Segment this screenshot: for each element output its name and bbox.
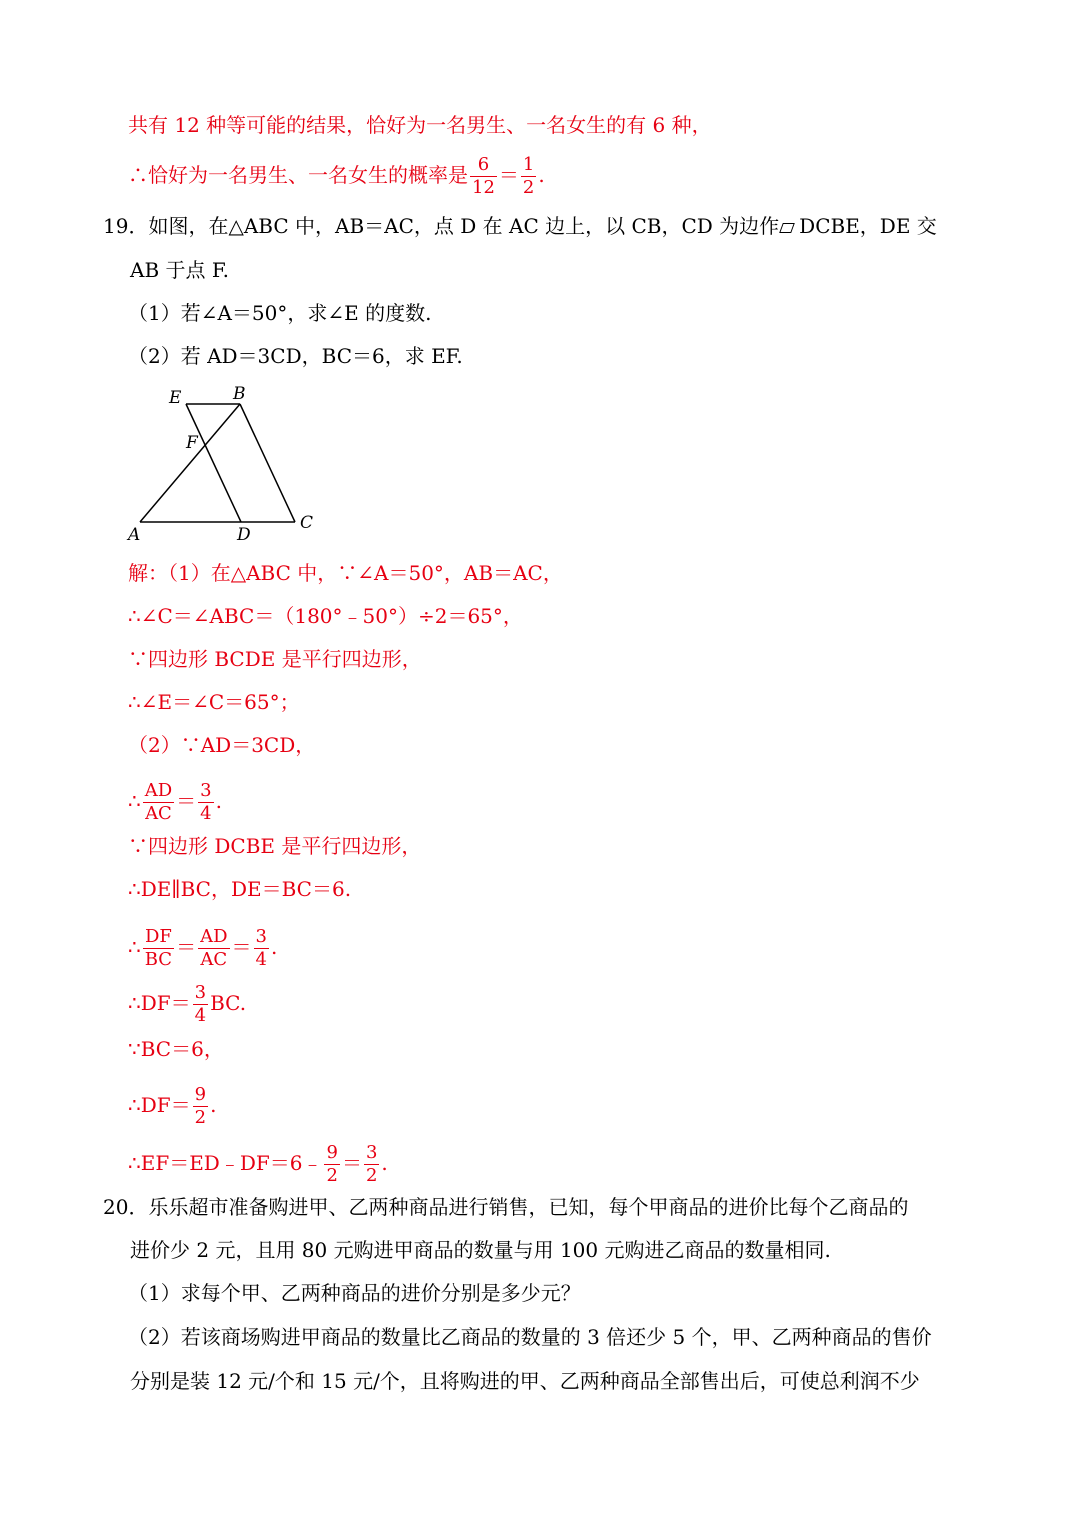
solution-line-7: ∵四边形 DCBE 是平行四边形， (128, 834, 422, 858)
frac-den: 2 (326, 1165, 338, 1186)
fraction-3-4 (198, 782, 213, 823)
label-F: F (186, 433, 198, 453)
df-equals: ∴DF＝ (128, 1093, 191, 1117)
parallelogram-icon (779, 223, 795, 233)
frac-num: 3 (365, 1142, 378, 1163)
equals: ＝ (498, 163, 519, 187)
label-B: B (233, 384, 246, 404)
frac-den: 4 (194, 1005, 207, 1026)
fraction-9-2 (193, 1086, 208, 1127)
frac-num: 6 (470, 156, 497, 177)
fraction-9-2 (324, 1144, 339, 1185)
fraction-ad-ac (198, 928, 229, 969)
fraction-3-4 (193, 984, 208, 1025)
frac-num: 3 (255, 926, 267, 947)
therefore: ∴ (128, 935, 141, 959)
label-E: E (169, 388, 182, 408)
frac-den: AC (145, 803, 172, 824)
solution-line-2: ∴∠C＝∠ABC＝（180°﹣50°）÷2＝65°， (128, 604, 523, 628)
frac-den: 12 (472, 177, 495, 198)
frac-den: 2 (365, 1165, 378, 1186)
q19-part-1: （1）若∠A＝50°，求∠E 的度数. (128, 301, 432, 325)
prev-answer-line-1: 共有 12 种等可能的结果，恰好为一名男生、一名女生的有 6 种， (128, 113, 712, 137)
solution-line-10 (128, 984, 246, 1025)
frac-num: 1 (522, 154, 535, 175)
label-D: D (237, 525, 251, 545)
q20-line-1: 20．乐乐超市准备购进甲、乙两种商品进行销售，已知，每个甲商品的进价比每个乙商品的 (103, 1195, 909, 1219)
equals: ＝ (231, 935, 252, 959)
fraction-3-2 (364, 1144, 379, 1185)
period: . (270, 935, 278, 959)
q19-part-2: （2）若 AD＝3CD，BC＝6，求 EF. (128, 344, 463, 368)
q20-part-1: （1）求每个甲、乙两种商品的进价分别是多少元？ (128, 1281, 581, 1305)
frac-num: AD (200, 926, 228, 947)
label-C: C (300, 513, 314, 533)
therefore: ∴ (128, 789, 141, 813)
equals: ＝ (341, 1151, 362, 1175)
period: . (381, 1151, 388, 1175)
ef-equals: ∴EF＝ED﹣DF＝6﹣ (128, 1151, 323, 1175)
fraction-3-4 (254, 928, 269, 969)
segment-BC (240, 404, 295, 522)
bc-end: BC. (210, 991, 247, 1015)
frac-num: 9 (326, 1142, 338, 1163)
frac-den: BC (144, 949, 173, 970)
frac-den: 4 (255, 949, 267, 970)
solution-line-13 (128, 1144, 388, 1185)
fraction-df-bc (143, 928, 174, 969)
q19-line-1 (103, 213, 937, 239)
fraction-ad-ac (143, 782, 174, 823)
frac-den: AC (200, 949, 228, 970)
frac-num: 9 (194, 1084, 207, 1105)
df-equals: ∴DF＝ (128, 991, 191, 1015)
solution-line-8: ∴DE∥BC，DE＝BC＝6. (128, 877, 352, 901)
frac-num: 3 (200, 780, 212, 801)
solution-line-3: ∵四边形 BCDE 是平行四边形， (128, 647, 422, 671)
solution-line-5: （2）∵AD＝3CD， (128, 733, 316, 757)
q20-part-2-line-1: （2）若该商场购进甲商品的数量比乙商品的数量的 3 倍还少 5 个，甲、乙两种商品的售价 (128, 1325, 932, 1349)
geometry-figure (120, 380, 330, 550)
frac-den: 2 (194, 1107, 207, 1128)
frac-den: 4 (200, 803, 212, 824)
period: . (215, 789, 222, 813)
solution-line-1: 解：（1）在△ABC 中，∵∠A＝50°，AB＝AC， (128, 561, 563, 585)
frac-num: 3 (194, 982, 207, 1003)
solution-line-4: ∴∠E＝∠C＝65°； (128, 690, 300, 714)
fraction-1-2 (521, 156, 536, 197)
label-A: A (128, 525, 141, 545)
q19-text: 19．如图，在△ABC 中，AB＝AC，点 D 在 AC 边上，以 CB，CD 为边作 (103, 214, 780, 238)
solution-line-6 (128, 782, 222, 823)
equals: ＝ (176, 935, 197, 959)
segment-ED (186, 404, 241, 522)
period: . (538, 163, 545, 187)
frac-num: DF (143, 928, 174, 949)
q19-text-tail: DCBE，DE 交 (799, 214, 937, 238)
fraction-6-12 (470, 156, 497, 197)
q20-part-2-line-2: 分别是装 12 元/个和 15 元/个，且将购进的甲、乙两种商品全部售出后，可使总利润不少 (130, 1369, 920, 1393)
solution-line-9 (128, 928, 277, 969)
frac-num: AD (144, 780, 173, 801)
frac-den: 2 (522, 177, 535, 198)
segment-AB (140, 404, 240, 522)
period: . (210, 1093, 217, 1117)
q20-line-2: 进价少 2 元，且用 80 元购进甲商品的数量与用 100 元购进乙商品的数量相同. (130, 1238, 831, 1262)
prev-answer-line-2 (128, 156, 545, 197)
q19-line-2: AB 于点 F. (130, 258, 229, 282)
solution-line-11: ∵BC＝6， (128, 1037, 224, 1061)
equals: ＝ (176, 789, 197, 813)
solution-line-12 (128, 1086, 216, 1127)
prev-answer-prefix: ∴恰好为一名男生、一名女生的概率是 (128, 163, 468, 187)
